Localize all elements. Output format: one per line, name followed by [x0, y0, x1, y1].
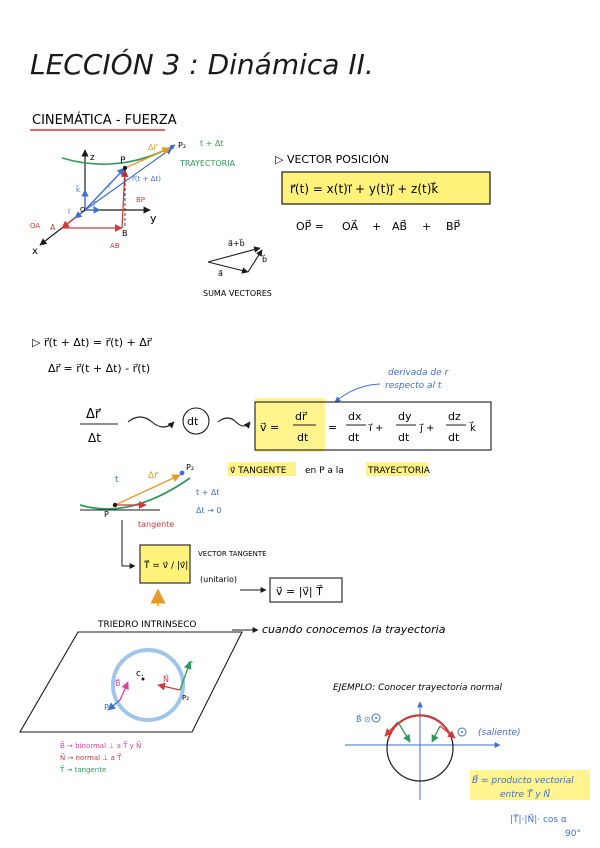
j-term: j⃗ +: [420, 423, 435, 434]
k-label: k⃗: [76, 186, 81, 194]
ejemplo-title: EJEMPLO: Conocer trayectoria normal: [333, 683, 503, 693]
point-p-label: P: [120, 156, 126, 166]
vector-tangente: VECTOR TANGENTE: [198, 550, 267, 558]
derivative-note-arrow: [335, 384, 380, 402]
axis-z-label: z: [90, 153, 95, 163]
dt-circle-text: dt: [187, 415, 199, 428]
triedro-title: TRIEDRO INTRINSECO: [98, 620, 197, 630]
delta-r-label: Δr⃗: [148, 143, 157, 152]
plus-1: +: [372, 220, 382, 233]
tangent-unit-formula: T⃗ = v⃗ / |v⃗|: [144, 561, 189, 571]
a-label: a⃗: [218, 269, 223, 278]
velocity-v: v⃗ =: [260, 421, 280, 434]
dz-num: dz: [448, 410, 461, 423]
magnitude-formula: |T⃗|·|N⃗|· cos α: [510, 815, 567, 825]
v-formula: v⃗ = |v⃗| T⃗: [276, 585, 323, 598]
position-formula: r⃗(t) = x(t)i⃗ + y(t)j⃗ + z(t)k⃗: [290, 182, 439, 196]
section-heading: CINEMÁTICA - FUERZA: [32, 113, 177, 128]
plus-2: +: [422, 220, 432, 233]
p2-label-2: P₂: [186, 463, 195, 472]
vector-sum-diagram: [203, 238, 272, 298]
delta-r-label-2: Δr⃗: [148, 471, 158, 481]
velocity-eq: =: [328, 421, 338, 434]
legend-normal: N⃗ → normal ⊥ a T⃗: [60, 754, 122, 762]
wave-arrow-2: [218, 418, 250, 426]
triedro-p2-label: P₂: [182, 694, 190, 702]
dx-num: dx: [348, 410, 362, 423]
suma-caption: SUMA VECTORES: [203, 289, 272, 298]
triedro-t-label: T⃗: [188, 661, 193, 670]
dy-den: dt: [398, 431, 410, 444]
t-label: t: [115, 475, 119, 485]
dx-den: dt: [348, 431, 360, 444]
dt0-label: Δt → 0: [196, 506, 222, 515]
j-label: j⃗: [93, 200, 95, 208]
derivative-note-2: respecto al t: [385, 381, 442, 391]
triedro-n-label: N⃗: [163, 675, 169, 684]
axis-x-label: x: [32, 246, 38, 257]
ab-term: AB⃗: [392, 220, 408, 233]
r-t-dt-label: r⃗(t + Δt): [132, 175, 161, 183]
bp-label: BP: [136, 196, 146, 204]
triedro-p-label: P: [104, 703, 109, 712]
origin-label: O: [80, 206, 86, 214]
c-label: c.: [136, 669, 144, 679]
triedro-plane-diagram: [20, 632, 242, 732]
derivative-note-1: derivada de r: [388, 368, 449, 378]
page-title: LECCIÓN 3 : Dinámica II.: [30, 48, 374, 81]
oa-label: OA: [30, 222, 41, 230]
unitario: (unitario): [200, 575, 238, 584]
delta-frac-num: Δr⃗: [86, 407, 101, 422]
en-p: en P a la: [305, 466, 344, 476]
tangent-diagram: [80, 463, 222, 529]
vector-posicion-heading: ▷ VECTOR POSICIÓN: [275, 153, 389, 166]
i-term: i⃗ +: [369, 423, 384, 434]
i-label: i⃗: [68, 208, 70, 216]
saliente-label: (saliente): [478, 728, 521, 738]
b-product-line-2: entre T⃗ y N⃗: [500, 790, 551, 800]
tangent-flow-arrow: [122, 520, 135, 566]
b-dot-label: B⃗ ⊙: [356, 715, 371, 724]
t-dt-label: t + Δt: [200, 139, 224, 148]
legend-tangente: T⃗ → tangente: [60, 766, 107, 774]
oa-term: OA⃗: [342, 220, 358, 233]
ab-label: AB: [110, 242, 120, 250]
v-tangente: v⃗ TANGENTE: [230, 466, 287, 476]
dz-den: dt: [448, 431, 460, 444]
delta-frac-den: Δt: [88, 431, 101, 445]
k-term: k⃗: [470, 423, 476, 434]
diagram-position-vector: [30, 139, 236, 257]
triedro-arrow-text: cuando conocemos la trayectoria: [262, 623, 446, 636]
trayectoria-label: TRAYECTORIA: [180, 159, 236, 168]
dy-num: dy: [398, 410, 412, 423]
legend-binormal: B⃗ → binormal ⊥ a T⃗ y N⃗: [60, 742, 142, 750]
velocity-dr: dr⃗: [295, 410, 307, 423]
axis-y-label: y: [150, 212, 157, 225]
triedro-b-label: B⃗: [115, 679, 121, 688]
p-label-2: P: [104, 510, 109, 519]
wave-arrow-1: [128, 417, 174, 427]
b-label: b⃗: [262, 255, 268, 264]
t-dt-label-2: t + Δt: [196, 488, 220, 497]
point-a-label: A: [50, 223, 56, 232]
delta-line-1: ▷ r⃗(t + Δt) = r⃗(t) + Δr⃗: [32, 336, 152, 349]
point-p2-label: P₂: [178, 141, 187, 150]
bp-term: BP⃗: [446, 220, 461, 233]
velocity-dr-den: dt: [297, 431, 309, 444]
delta-line-2: Δr⃗ = r⃗(t + Δt) - r⃗(t): [48, 362, 151, 375]
op-term: OP⃗ =: [296, 220, 325, 233]
b-product-line-1: B⃗ = producto vectorial: [472, 776, 574, 786]
trayectoria-word: TRAYECTORIA: [368, 466, 430, 476]
r-label: r⃗: [108, 182, 111, 190]
a-plus-b-label: a⃗+b⃗: [228, 239, 245, 248]
angle-label: 90°: [565, 829, 581, 839]
point-b-label: B: [122, 229, 128, 238]
tangente-label: tangente: [138, 520, 175, 529]
